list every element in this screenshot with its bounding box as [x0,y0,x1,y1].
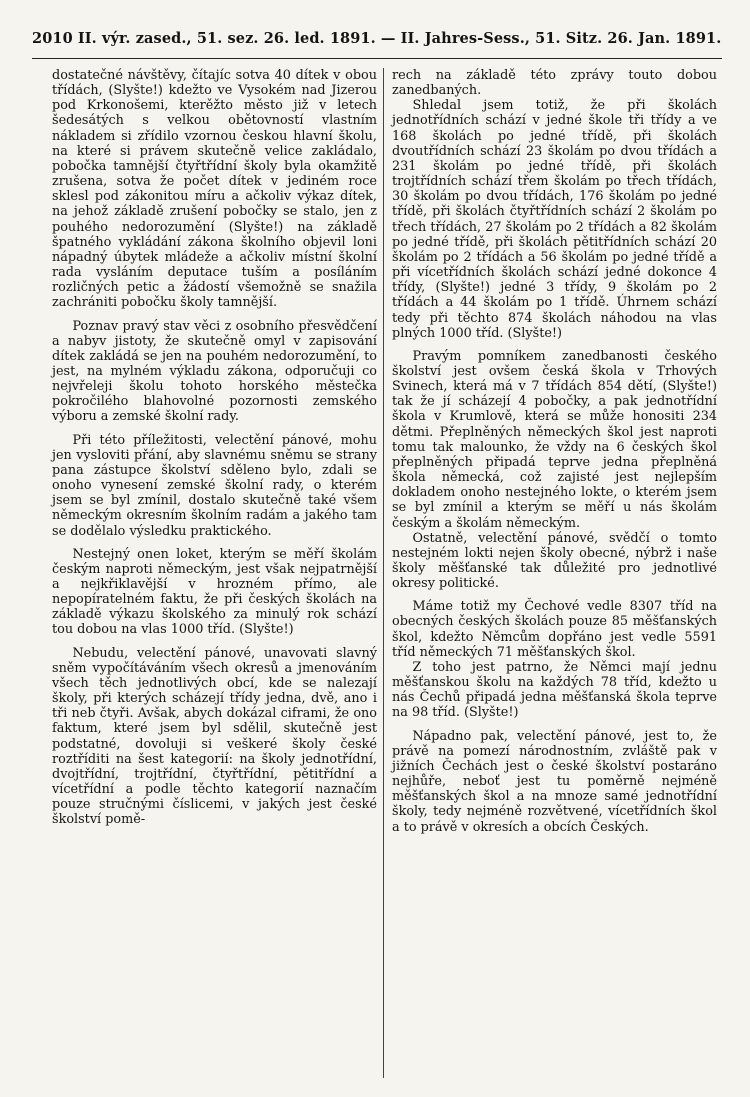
header-rule [32,58,722,59]
paragraph: Máme totiž my Čechové vedle 8307 tříd na obecných českých školách pouze 85 měšťanských škol, kdežto Němcům dopřáno jest vedle 5591 tříd německých 71 měšťanských škol. [392,599,717,660]
paragraph: rech na základě této zprávy touto dobou zanedbaných. [392,68,717,99]
page-header: 2010 II. výr. zased., 51. sez. 26. led. 1891. — II. Jahres-Sess., 51. Sitz. 26. Jan. 1891. [32,30,722,47]
right-column [392,68,717,835]
paragraph: Shledal jsem totiž, že při školách jednotřídních schází v jedné škole tři třídy a ve 168 školách po jedné třídě, při školách dvoutřídních schází 23 školám po dvou třídách a 231 školám po jedné třídě, při školách trojtřídních schází třem školám po třech třídách, 30 školám po dvou třídách, 176 školám po jedné třídě, při školách čtyřtřídních schází 2 školám po třech třídách, 27 školám po 2 třídách a 82 školám po jedné třídě, při školách pětitřídních schází 20 školám po 2 třídách a 56 školám po jedné třídě a při vícetřídních školách schází jedné dokonce 4 třídy, (Slyšte!) jedné 3 třídy, 9 školám po 2 třídách a 44 školám po 1 třídě. Úhrnem schází tedy při těchto 874 školách náhodou na vlas plných 1000 tříd. (Slyšte!) [392,98,717,341]
paragraph: Nestejný onen loket, kterým se měří školám českým naproti německým, jest však nejpatrnější a nejkřiklavější v hrozném přímo, ale nepopíratelném faktu, že při českých školách na základě výkazu školského za minulý rok schází tou dobou na vlas 1000 tříd. (Slyšte!) [52,546,377,638]
paragraph: Pravým pomníkem zanedbanosti českého školství jest ovšem česká škola v Trhových Svinech, která má v 7 třídách 854 dětí, (Slyšte!) tak že jí scházejí 4 pobočky, a pak jednotřídní škola v Krumlově, která se může honositi 234 dětmi. Přeplněných německých škol jest naproti tomu tak malounko, že vždy na 6 českých škol přeplněných připadá teprve jedna přeplněná škola německá, což zajisté jest nejlepším dokladem onoho nestejného lokte, o kterém jsem se byl zmínil a kterým se měří u nás školám českým a školám německým. [392,348,717,531]
column-divider [383,68,384,1078]
paragraph: Z toho jest patrno, že Němci mají jednu měšťanskou školu na každých 78 tříd, kdežto u nás Čechů připadá jedna měšťanská škola teprve na 98 tříd. (Slyšte!) [392,659,717,721]
paragraph: Nebudu, velectění pánové, unavovati slavný sněm vypočítáváním všech okresů a jmenováním všech těch jednotlivých obcí, kde se nalezají školy, při kterých scházejí třídy jedna, dvě, ano i tři neb čtyři. Avšak, abych dokázal ciframi, že ono faktum, které jsem byl sdělil, skutečně jest podstatné, dovoluji si veškeré školy české roztříditi na šest kategorií: na školy jednotřídní, dvojtřídní, trojtřídní, čtyřtřídní, pětitřídní a vícetřídní a podle těchto kategorií naznačím pouze stručnými číslicemi, v jakých jest české školství pomě- [52,645,377,828]
paragraph: dostatečné návštěvy, čítajíc sotva 40 dítek v obou třídách, (Slyšte!) kdežto ve Vysokém nad Jizerou pod Krkonošemi, kterěžto město již v letech šedesátých s velkou obětovností vlastním nákladem si zřídilo vzornou českou hlavní školu, na které si právem skutečně velice zakládalo, pobočka tamnější čtyřtřídní školy byla okamžitě zrušena, sotva že počet dítek v jediném roce sklesl pod zákonitou míru a ačkoliv výkaz dítek, na jehož základě zrušení pobočky se stalo, jen z pouhého nedorozumění (Slyšte!) na základě špatného vykládání zákona školního objevil loni nápadný úbytek mládeže a ačkoliv místní školní rada vysláním deputace tuším a posíláním rozličných petic a žádostí všemožně se snažila zachrániti pobočku školy tamnější. [52,68,377,311]
paragraph: Ostatně, velectění pánové, svědčí o tomto nestejném lokti nejen školy obecné, nýbrž i naše školy měšťanské tak důležité pro jednotlivé okresy politické. [392,530,717,592]
paragraph: Poznav pravý stav věci z osobního přesvědčení a nabyv jistoty, že skutečně omyl v zapisování dítek zakládá se jen na pouhém nedorozumění, to jest, na mylném výkladu zákona, odporučuji co nejvřeleji školu tohoto horského městečka pokročilého blahovolné pozornosti zemského výboru a zemské školní rady. [52,318,377,425]
paragraph: Při této příležitosti, velectění pánové, mohu jen vysloviti přání, aby slavnému sněmu se strany pana zástupce školství sděleno bylo, zdali se onoho vynesení zemské školní rady, o kterém jsem se byl zmínil, dostalo skutečně také všem německým okresním školním radám a jakého tam se dodělalo výsledku praktického. [52,432,377,539]
paragraph: Nápadno pak, velectění pánové, jest to, že právě na pomezí národnostním, zvláště pak v jižních Čechách jest o české školství postaráno nejhůře, neboť jest tu poměrně nejméně měšťanských škol a na mnoze samé jednotřídní školy, tedy nejméně rozvětvené, vícetřídních škol a to právě v okresích a obcích Českých. [392,728,717,835]
left-column [52,68,377,828]
